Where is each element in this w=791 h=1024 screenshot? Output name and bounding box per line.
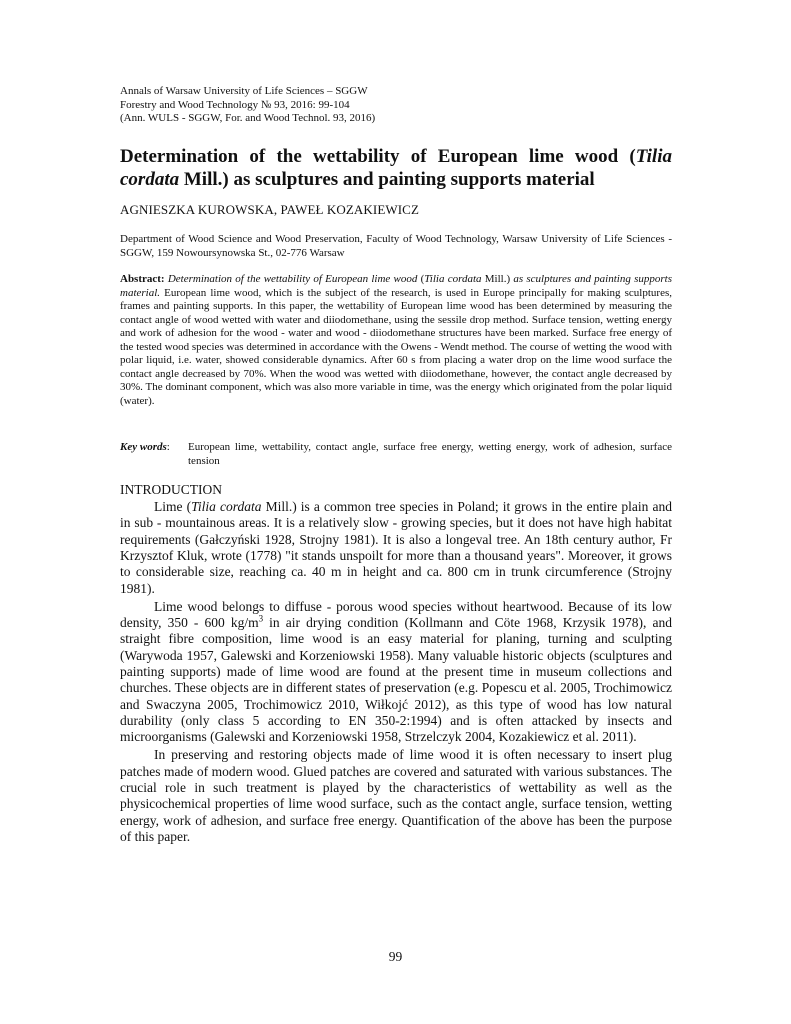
journal-citation: (Ann. WULS - SGGW, For. and Wood Technol. 93, 2016)	[120, 112, 376, 124]
intro-paragraph-1: Lime (Tilia cordata Mill.) is a common tree species in Poland; it grows in the entire plain and in sub - mountainous areas. It is a relatively slow - growing species, but it does not have high habitat requirements (Gałczyński 1928, Strojny 1981). It is also a longeval tree. An 18th century author, Fr Krzysztof Kluk, wrote (1778) "it stands unspoilt for more than a thousand years". Moreover, it grows to considerable size, reaching ca. 40 m in height and ca. 800 cm in trunk circumference (Strojny 1981).	[120, 499, 672, 596]
superscript-3: 3	[258, 613, 264, 624]
title-part-1: Determination of the wettability of European lime wood (	[120, 146, 636, 167]
introduction-body	[120, 499, 672, 847]
abstract-title-plain-2: Mill.)	[481, 273, 511, 285]
keywords-text: European lime, wettability, contact angle, surface free energy, wetting energy, work of adhesion, surface tension	[188, 441, 672, 467]
species-name-italic: Tilia cordata	[191, 499, 262, 514]
page-number: 99	[388, 949, 403, 964]
title-italic-species: Tilia cordata	[120, 146, 672, 190]
journal-header	[120, 85, 375, 126]
abstract-title-italic-2: Tilia cordata	[424, 273, 482, 285]
journal-issue: Forestry and Wood Technology № 93, 2016: 99-104	[120, 98, 350, 111]
author-affiliation: Department of Wood Science and Wood Preservation, Faculty of Wood Technology, Warsaw University of Life Sciences - SGGW, 159 Nowoursynowska St., 02-776 Warsaw	[120, 233, 672, 259]
abstract-title-italic-1: Determination of the wettability of European lime wood	[164, 273, 418, 285]
abstract-title-italic-3: as sculptures and painting supports material.	[120, 273, 672, 299]
title-part-2: Mill.) as sculptures and painting supports material	[179, 169, 595, 190]
abstract-label: Abstract:	[120, 273, 165, 285]
paper-authors: AGNIESZKA KUROWSKA, PAWEŁ KOZAKIEWICZ	[120, 202, 419, 217]
section-heading-introduction: INTRODUCTION	[120, 482, 222, 497]
abstract-text: European lime wood, which is the subject of the research, is used in Europe principally for making sculptures, frames and painting supports. In this paper, the wettability of European lime wood has been determined by measuring the contact angle of wood wetted with water and diiodomethane, using the sessile drop method. Surface tension, wetting energy and work of adhesion for the wood - water and wood - diiodomethane structures have been marked. Surface free energy of the tested wood species was determined in accordance with the Owens - Wendt method. The course of wetting the wood with polar liquid, i.e. water, showed considerable dynamics. After 60 s from placing a water drop on the lime wood surface the contact angle decreased by 70%. When the wood was wetted with diiodomethane, however, the contact angle decreased by 30%. The dominant component, which was also more variable in time, was the energy which originated from the polar liquid (water).	[120, 286, 672, 407]
abstract	[120, 273, 672, 408]
paper-title	[120, 145, 672, 191]
intro-paragraph-2: Lime wood belongs to diffuse - porous wood species without heartwood. Because of its low density, 350 - 600 $kg/m^3$ in air drying condition (Kollmann and Cöte 1968, Krzysik 1978), and straight fibre composition, lime wood is an easy material for planing, turning and sculpting (Warywoda 1957, Galewski and Korzeniowski 1958). Many valuable historic objects (sculptures and painting supports) made of lime wood are found at the present time in museum collections and churches. These objects are in different states of preservation (e.g. Popescu et al. 2005, Trochimowicz and Swaczyna 2005, Trochimowicz 2010, Wiłkojć 2012), as this type of wood has low natural durability (only class 5 according to EN 350-2:1994) and is often attacked by insects and microorganisms (Galewski and Korzeniowski 1958, Strzelczyk 2004, Kozakiewicz et al. 2011).	[120, 598, 672, 745]
journal-name: Annals of Warsaw University of Life Sciences – SGGW	[120, 85, 368, 97]
abstract-title-plain-1: (	[417, 273, 425, 285]
keywords-label: Key words:	[120, 441, 170, 453]
intro-paragraph-3: In preserving and restoring objects made of lime wood it is often necessary to insert plug patches made of modern wood. Glued patches are covered and saturated with various substances. The crucial role in such treatment is played by the characteristics of wettability as well as the physicochemical properties of lime wood surface, such as the contact angle, surface tension, wetting energy, work of adhesion, and surface free energy. Quantification of the above has been the purpose of this paper.	[120, 747, 672, 844]
